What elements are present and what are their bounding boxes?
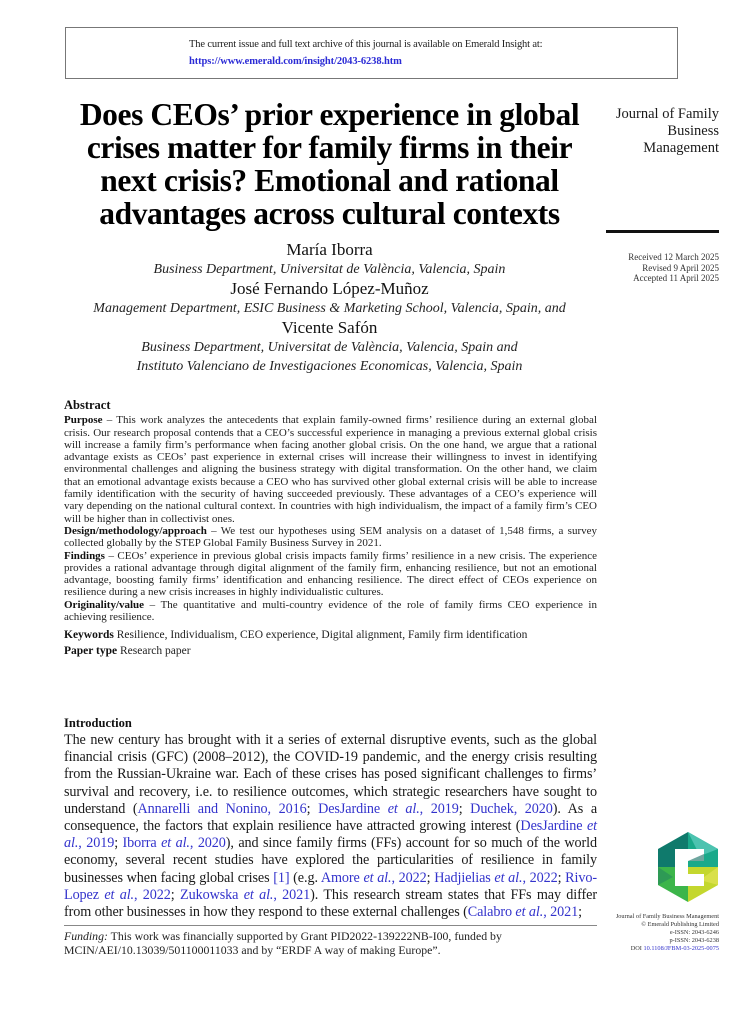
funding-footnote — [64, 930, 597, 957]
body-text: ). This research stream states that FFs may differ from other businesses in how they respond to these external challenges ( — [64, 886, 597, 921]
access-notice-text: The current issue and full text archive of this journal is available on Emerald Insight at: — [189, 39, 543, 50]
paper-type-text: Research paper — [117, 645, 191, 658]
doi-link[interactable]: 10.1108/JFBM-03-2025-0075 — [643, 945, 719, 952]
journal-archive-link[interactable]: https://www.emerald.com/insight/2043-6238.htm — [189, 56, 402, 67]
citation-author: DesJardine — [318, 800, 388, 817]
body-text: The new century has brought with it a series of external disruptive events, such as the global financial crisis (GFC) (2008–2012), the COVID-19 pandemic, and the energy crisis resulting from the Russian-Ukraine war. Each of these crises has posed significant challenges to firms’ survival and recovery, i.e. to resilience outcomes, which strategic researchers have sought to understand ( — [64, 732, 597, 817]
footnote-ref-link[interactable]: [1] — [273, 869, 290, 886]
author-affiliation: Instituto Valenciano de Investigaciones Economicas, Valencia, Spain — [136, 359, 523, 374]
citation-author: Rivo-Lopez — [64, 869, 597, 903]
body-text: ; — [114, 835, 123, 852]
citation-etal: et al. — [64, 818, 597, 852]
author-list — [62, 240, 597, 376]
citation-etal: et al. — [363, 869, 392, 886]
footnote-divider — [64, 925, 597, 926]
citation-author: Calabro — [467, 904, 516, 921]
citation-year: , 2021 — [273, 886, 311, 903]
keywords — [64, 629, 597, 642]
paper-type-label: Paper type — [64, 645, 118, 658]
abstract-originality — [64, 599, 597, 624]
introduction-paragraph — [64, 732, 597, 921]
paper-type — [64, 645, 597, 658]
citation-author: DesJardine — [520, 818, 587, 835]
citation-author: Hadjielias — [434, 869, 495, 886]
publisher-journal: Journal of Family Business Management — [615, 913, 719, 920]
author-name: Vicente Safón — [281, 318, 378, 337]
article-dates — [600, 252, 719, 284]
body-text: ; — [557, 869, 566, 886]
author-affiliation: Management Department, ESIC Business & Marketing School, Valencia, Spain, and — [93, 301, 566, 316]
doi-label: DOI — [630, 945, 644, 952]
citation-link[interactable] — [321, 870, 427, 886]
body-text: ; — [458, 800, 471, 817]
keywords-label: Keywords — [64, 629, 114, 642]
funding-text: This work was financially supported by Grant PID2022-139222NB-I00, funded by MCIN/AEI/10.13039/501100011033 and by “ERDF A way of making Europe”. — [64, 929, 502, 957]
abstract-section — [64, 399, 597, 658]
abstract-design — [64, 525, 597, 550]
publisher-doi — [600, 945, 719, 953]
publisher-pissn: p-ISSN: 2043-6238 — [669, 937, 719, 944]
revised-date: Revised 9 April 2025 — [642, 262, 719, 273]
citation-link[interactable] — [434, 870, 557, 886]
body-text: ; — [426, 869, 435, 886]
access-notice-box — [65, 27, 678, 79]
abstract-findings — [64, 550, 597, 599]
purpose-label: Purpose — [64, 414, 103, 427]
citation-link[interactable] — [180, 887, 310, 903]
author-name: José Fernando López-Muñoz — [230, 279, 429, 298]
journal-name — [600, 106, 719, 157]
citation-year: , 2019 — [419, 800, 459, 817]
citation-link[interactable] — [123, 835, 226, 851]
citation-year: , 2021 — [543, 904, 579, 921]
abstract-purpose — [64, 414, 597, 525]
body-text: ; — [170, 886, 181, 903]
publisher-copyright: © Emerald Publishing Limited — [641, 921, 719, 928]
body-text: (e.g. — [289, 869, 321, 886]
body-text: ; — [578, 904, 582, 921]
funding-label: Funding: — [64, 929, 108, 943]
citation-year: , 2022 — [522, 869, 558, 886]
citation-etal: et al. — [104, 886, 134, 903]
publisher-info — [600, 913, 719, 953]
citation-etal: et al. — [515, 904, 544, 921]
author-name: María Iborra — [286, 240, 373, 259]
citation-etal: et al. — [243, 886, 274, 903]
citation-author: Iborra — [122, 835, 162, 852]
citation-etal: et al. — [494, 869, 523, 886]
citation-link[interactable] — [468, 904, 578, 920]
body-text: ). As a consequence, the factors that explain resilience have attracted growing interest ( — [64, 800, 598, 835]
citation-year: , 2020 — [189, 835, 226, 852]
citation-link[interactable]: Annarelli and Nonino, 2016 — [137, 800, 307, 817]
citation-link[interactable] — [318, 801, 459, 817]
journal-name-line: Management — [643, 140, 719, 156]
introduction-heading: Introduction — [64, 716, 132, 730]
citation-author: Zukowska — [180, 886, 244, 903]
body-text: ; — [306, 800, 319, 817]
citation-year: , 2019 — [78, 835, 115, 852]
citation-etal: et al. — [387, 800, 420, 817]
journal-divider — [606, 230, 719, 233]
originality-text: – The quantitative and multi-country evidence of the role of family firms CEO experience in achieving resilience. — [64, 598, 597, 624]
journal-name-line: Business — [667, 123, 719, 139]
citation-link[interactable]: Duchek, 2020 — [470, 800, 553, 817]
journal-name-line: Journal of Family — [615, 106, 719, 122]
accepted-date: Accepted 11 April 2025 — [633, 273, 719, 283]
received-date: Received 12 March 2025 — [628, 252, 719, 262]
body-text: ), and since family firms (FFs) account for so much of the world economy, several recent studies have explored the particularities of resilience in family businesses when facing global crises — [64, 835, 597, 886]
article-title: Does CEOs’ prior experience in global crises matter for family firms in their next crisis? Emotional and rational advantages across cultural contexts — [79, 97, 580, 231]
citation-author: Amore — [320, 869, 364, 886]
citation-year: , 2022 — [391, 869, 427, 886]
citation-etal: et al. — [161, 835, 190, 852]
purpose-text: – This work analyzes the antecedents that explain family-owned firms’ resilience during an external global crisis. Our research proposal contends that a CEO’s successful experience in managing a previous external global crisis will increase a family firm’s performance when facing another global crisis. On the one hand, we argue that a rational advantage exists as CEOs’ past experience in external crises will increase their willingness to invest in identifying environmental challenges and aligning the business strategy with digital transformation. On the other hand, we claim that an emotional advantage exists because a CEO who has survived other global external crisis will be able to increase family identification with the security of having succeeded previously. These advantages of a CEO’s experience will vary depending on the national cultural context. In countries with high individualism, the impact of a family firm’s CEO will be higher than in collectivist ones. — [64, 414, 597, 525]
abstract-heading: Abstract — [64, 398, 111, 412]
author-affiliation: Business Department, Universitat de València, Valencia, Spain and — [141, 340, 518, 355]
findings-text: – CEOs’ experience in previous global crisis impacts family firms’ resilience in a new crisis. The experience provides a rational advantage through digital alignment of the family firm, enhancing resilience, but not an emotional advantage, boosting family firms’ identification and enhancing resilience. The direct effect of CEOs experience on resilience during a new crisis increases in highly individualistic cultures. — [64, 549, 597, 599]
publisher-eissn: e-ISSN: 2043-6246 — [669, 929, 719, 936]
introduction-section — [64, 716, 597, 921]
keywords-text: Resilience, Individualism, CEO experience, Digital alignment, Family firm identification — [113, 629, 528, 642]
citation-year: , 2022 — [134, 886, 171, 903]
design-text: – We test our hypotheses using SEM analysis on a dataset of 1,548 firms, a survey collected globally by the STEP Global Family Business Survey in 2021. — [64, 524, 597, 550]
emerald-logo-icon — [658, 832, 718, 902]
author-affiliation: Business Department, Universitat de València, Valencia, Spain — [153, 262, 506, 277]
design-label: Design/methodology/approach — [64, 524, 207, 537]
findings-label: Findings — [64, 549, 105, 562]
originality-label: Originality/value — [64, 598, 145, 611]
